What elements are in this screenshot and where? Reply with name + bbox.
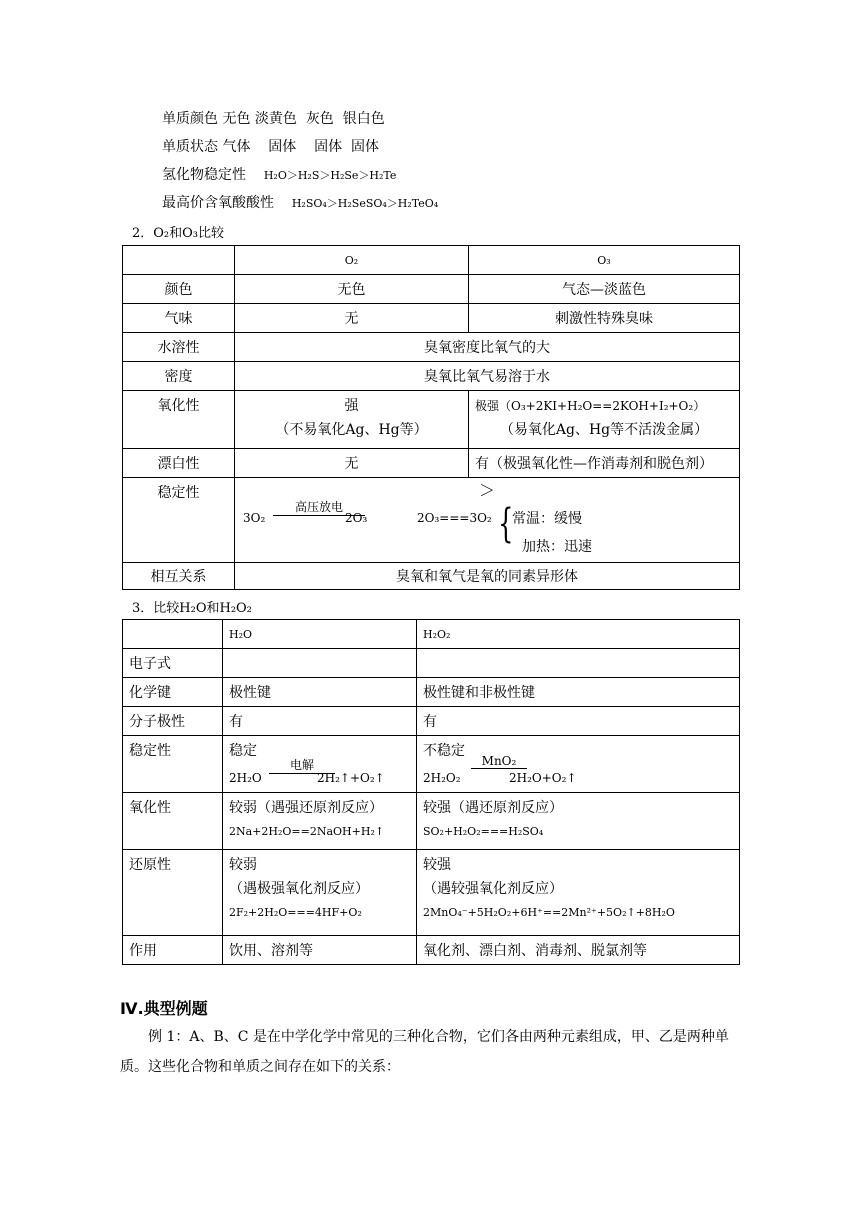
table-cell: [469, 391, 740, 449]
row-label: 电子式: [123, 649, 223, 678]
section-title: 3．比较H₂O和H₂O₂: [132, 601, 252, 616]
table-row: [123, 478, 740, 563]
table-row: [123, 563, 740, 590]
value: 固体: [268, 139, 297, 155]
table-cell: 无: [235, 304, 469, 333]
cell-text: （遇极强氧化剂反应）: [229, 881, 369, 897]
equation-rhs: 2H₂↑+O₂↑: [317, 771, 385, 785]
table-row: [123, 678, 740, 707]
table-row: [123, 275, 740, 304]
table-cell: 有: [223, 707, 417, 736]
brace-icon: {: [498, 501, 514, 547]
equation-rhs: 2O₃: [345, 511, 368, 525]
cell-text: 稳定: [229, 743, 257, 759]
condition-heat: 加热：迅速: [522, 539, 592, 555]
label: 氢化物稳定性: [162, 167, 246, 183]
table-cell: 极性键和非极性键: [417, 678, 740, 707]
section-heading: Ⅳ.典型例题: [120, 999, 208, 1018]
equation: 2Na+2H₂O==2NaOH+H₂↑: [229, 825, 385, 838]
table-row: [123, 850, 740, 936]
table-cell: [417, 736, 740, 793]
value: 气体: [222, 139, 251, 155]
table-cell: [223, 793, 417, 850]
value: 淡黄色: [254, 111, 297, 127]
value: H₂O＞H₂S＞H₂Se＞H₂Te: [263, 169, 397, 182]
value: 无色: [222, 111, 251, 127]
table-cell: [417, 649, 740, 678]
table-row: [123, 391, 740, 449]
table-cell: [235, 391, 469, 449]
row-label: 稳定性: [123, 478, 235, 563]
equation-lhs: 2H₂O₂: [423, 771, 461, 785]
table-row: [123, 936, 740, 965]
table-cell: [123, 620, 223, 649]
row-label: 密度: [123, 362, 235, 391]
table-cell: 无色: [235, 275, 469, 304]
cell-text: （不易氧化Ag、Hg等）: [275, 422, 428, 438]
row-label: 稳定性: [123, 736, 223, 793]
stability-equation-cell: [235, 478, 740, 563]
table-header: H₂O: [223, 620, 417, 649]
reverse-equation: 2O₃===3O₂: [417, 511, 492, 525]
row-label: 颜色: [123, 275, 235, 304]
table-header: O₂: [235, 246, 469, 275]
equation-rhs: 2H₂O+O₂↑: [509, 771, 577, 785]
equation-condition: MnO₂: [471, 754, 527, 769]
greater-than: ＞: [478, 481, 495, 500]
table-row: [123, 620, 740, 649]
table-row: [123, 649, 740, 678]
table-row: [123, 449, 740, 478]
row-label: 气味: [123, 304, 235, 333]
table-cell: [223, 736, 417, 793]
row-label: 分子极性: [123, 707, 223, 736]
equation-condition: 电解: [269, 756, 335, 774]
table-cell: 无: [235, 449, 469, 478]
row-label: 氧化性: [123, 793, 223, 850]
row-label: 相互关系: [123, 563, 235, 590]
cell-text: 不稳定: [423, 743, 465, 759]
intro-stability-line: [162, 164, 396, 184]
table-cell: 有: [417, 707, 740, 736]
cell-text: 较弱: [229, 857, 257, 873]
table-row: [123, 304, 740, 333]
value: H₂SO₄＞H₂SeSO₄＞H₂TeO₄: [291, 197, 439, 210]
table-cell: 臭氧和氧气是氧的同素异形体: [235, 563, 740, 590]
table-row: [123, 736, 740, 793]
section-title: 2．O₂和O₃比较: [132, 226, 225, 241]
table-row: [123, 793, 740, 850]
table-row: [123, 333, 740, 362]
table-header: H₂O₂: [417, 620, 740, 649]
table-cell: [123, 246, 235, 275]
label: 最高价含氧酸酸性: [162, 195, 274, 211]
table-cell: [417, 850, 740, 936]
equation: 2F₂+2H₂O===4HF+O₂: [229, 906, 362, 919]
equation-lhs: 2H₂O: [229, 771, 262, 785]
cell-text: 强: [344, 398, 359, 414]
table-cell: 有（极强氧化性—作消毒剂和脱色剂）: [469, 449, 740, 478]
cell-text: 较强: [423, 857, 451, 873]
example-paragraph: 例 1：A、B、C 是在中学化学中常见的三种化合物，它们各由两种元素组成，甲、乙是两种单质。这些化合物和单质之间存在如下的关系：: [120, 1029, 729, 1075]
value: 固体: [350, 139, 379, 155]
table-row: [123, 362, 740, 391]
table-cell: 刺激性特殊臭味: [469, 304, 740, 333]
table-cell: [223, 649, 417, 678]
table-cell: 极性键: [223, 678, 417, 707]
table-row: [123, 707, 740, 736]
row-label: 化学键: [123, 678, 223, 707]
o2-o3-table: [122, 245, 740, 590]
row-label: 漂白性: [123, 449, 235, 478]
equation-lhs: 3O₂: [243, 511, 266, 525]
equation-condition: 高压放电: [273, 498, 365, 516]
table-cell: 饮用、溶剂等: [223, 936, 417, 965]
table-cell: 臭氧比氧气易溶于水: [235, 362, 740, 391]
cell-text: （易氧化Ag、Hg等不活泼金属）: [499, 422, 709, 438]
table-header: O₃: [469, 246, 740, 275]
table-row: [123, 246, 740, 275]
cell-text: 极强（O₃+2KI+H₂O==2KOH+I₂+O₂）: [475, 399, 706, 413]
value: 固体: [314, 139, 343, 155]
table-cell: [223, 850, 417, 936]
label: 单质状态: [162, 139, 218, 155]
table-cell: 氧化剂、漂白剂、消毒剂、脱氯剂等: [417, 936, 740, 965]
equation: SO₂+H₂O₂===H₂SO₄: [423, 825, 544, 838]
cell-text: 较强（遇还原剂反应）: [423, 800, 563, 816]
label: 单质颜色: [162, 111, 218, 127]
h2o-h2o2-table: [122, 619, 740, 965]
table-cell: [417, 793, 740, 850]
value: 银白色: [342, 111, 385, 127]
cell-text: 较弱（遇强还原剂反应）: [229, 800, 383, 816]
equation: 2MnO₄⁻+5H₂O₂+6H⁺==2Mn²⁺+5O₂↑+8H₂O: [423, 906, 675, 919]
intro-state-line: [162, 136, 379, 156]
table-cell: 气态—淡蓝色: [469, 275, 740, 304]
table-cell: 臭氧密度比氧气的大: [235, 333, 740, 362]
value: 灰色: [305, 111, 334, 127]
intro-acidity-line: [162, 192, 438, 212]
row-label: 氧化性: [123, 391, 235, 449]
condition-normal: 常温：缓慢: [512, 511, 582, 527]
row-label: 还原性: [123, 850, 223, 936]
row-label: 水溶性: [123, 333, 235, 362]
row-label: 作用: [123, 936, 223, 965]
cell-text: （遇较强氧化剂反应）: [423, 881, 563, 897]
intro-color-line: [162, 108, 385, 128]
